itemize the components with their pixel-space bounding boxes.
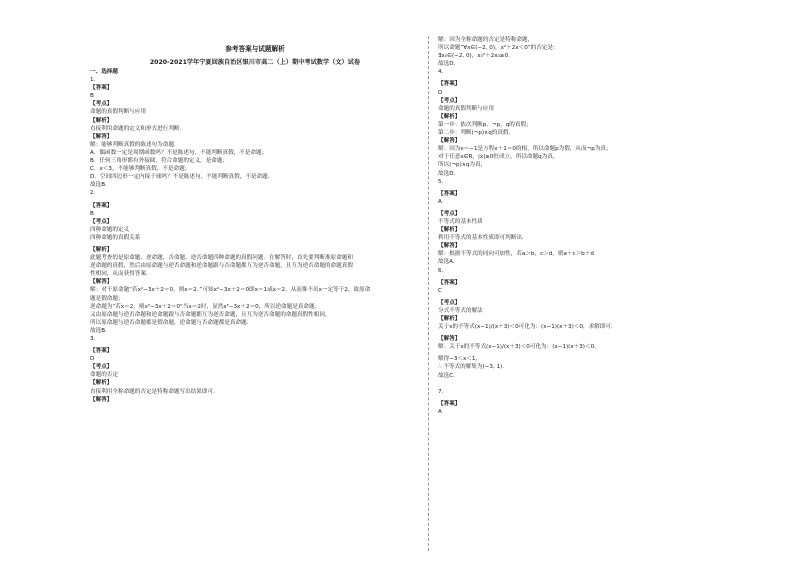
- right-line: [438, 380, 768, 388]
- left-line: 【解析】: [90, 117, 113, 124]
- left-line: B: [90, 210, 94, 217]
- right-line: 所以命题“∀x∈(−2, 0)，x²＋2x＜0”的否定是：: [438, 45, 559, 52]
- right-line: 5.: [438, 178, 444, 185]
- right-line: 【答案】: [438, 190, 461, 197]
- left-line: 2.: [90, 190, 96, 197]
- right-line: 【答案】: [438, 400, 461, 407]
- left-line: 1.: [90, 77, 96, 84]
- left-line: 【答案】: [90, 202, 113, 209]
- right-line: 【答案】: [438, 279, 461, 286]
- left-line: 四种命题的真假关系: [90, 234, 141, 241]
- left-line: 【考点】: [90, 364, 113, 371]
- right-line: 分式不等式的解法: [438, 307, 483, 314]
- left-line: 直接利用全称命题的否定是特称命题写出结果即可.: [90, 388, 215, 395]
- left-line: 性相同，从而获得答案.: [90, 271, 148, 278]
- right-line: C: [438, 287, 442, 294]
- right-line: 【考点】: [438, 97, 461, 104]
- right-line: A: [438, 198, 442, 205]
- right-line: 所以(¬p)∧q为真，: [438, 162, 487, 169]
- right-line: 关于x的不等式(x−1)/(x＋3)＜0可化为：(x−1)(x＋3)＜0，求解即可.: [438, 324, 613, 331]
- left-line: D: [90, 356, 95, 363]
- right-line: 【考点】: [438, 210, 461, 217]
- left-line: B: [90, 93, 94, 100]
- left-line: 题是假命题；: [90, 295, 124, 302]
- right-line: 解：因为全称命题的否定是特称命题，: [438, 37, 534, 43]
- left-line: B．任何三角形都有外接圆，符合命题的定义，是命题；: [90, 158, 229, 165]
- right-content: [438, 36, 768, 416]
- section-heading: 一、选择题: [90, 69, 118, 75]
- right-line: 解：根据不等式的同向可加性，若a＞b，c＞d，则a＋c＞b＋d: [438, 251, 594, 258]
- right-line: 故选D.: [438, 61, 456, 68]
- right-line: 故选C.: [438, 372, 455, 379]
- right-line: 【解答】: [438, 243, 461, 250]
- right-line: 解得−3＜x＜1，: [438, 356, 482, 363]
- left-line: 故选B.: [90, 182, 107, 189]
- left-line: 【解析】: [90, 246, 113, 253]
- right-line: 4.: [438, 69, 444, 76]
- right-line: 【考点】: [438, 299, 461, 306]
- left-line: 【解答】: [90, 279, 113, 286]
- left-column: [90, 36, 420, 404]
- left-line: 故选B.: [90, 327, 107, 334]
- right-line: 解：关于x的不等式(x−1)/(x＋3)＜0可化为：(x−1)(x＋3)＜0，: [438, 344, 600, 351]
- right-line: 【解析】: [438, 316, 461, 322]
- right-line: 6.: [438, 267, 444, 274]
- left-line: 四种命题的定义: [90, 226, 130, 233]
- right-line: 对于任意x∈R，|x|≥0恒成立，所以命题q为真，: [438, 154, 559, 161]
- right-line: 利用不等式的基本性质即可判断出.: [438, 235, 524, 242]
- left-line: 3.: [90, 336, 96, 342]
- right-line: ∃x₀∈(−2, 0)，x₀²＋2x₀≥0.: [438, 53, 510, 60]
- left-line: D．空间四边形一定内接于球吗？不是陈述句，不能判断真假，不是命题.: [90, 174, 270, 181]
- right-line: 故选A.: [438, 259, 455, 266]
- right-line: 【答案】: [438, 81, 461, 88]
- left-line: 所以原命题与逆否命题都是假命题，逆命题与否命题都是真命题.: [90, 319, 249, 326]
- left-line: 逆命题为“若x＝2，则x²−3x＋2＝0”当x＝2时，显然x²−3x＋2＝0，所以逆命题是真命题；: [90, 303, 321, 310]
- right-line: ∴ 不等式的解集为(−3, 1).: [438, 364, 504, 371]
- right-line: 故选D.: [438, 170, 456, 177]
- left-line: 【答案】: [90, 348, 113, 355]
- right-line: 【解答】: [438, 336, 461, 343]
- left-line: 【答案】: [90, 85, 113, 92]
- right-line: 【解析】: [438, 113, 461, 120]
- left-line: 解：能够判断真假的陈述句为命题.: [90, 141, 176, 148]
- left-line: 此题考查的是原命题、逆命题、否命题、逆否命题四种命题的真假问题．在解答时，首先要判断准原命题和: [90, 255, 353, 262]
- right-line: 第二步：判断(¬p)∧q的真假.: [438, 130, 511, 137]
- left-line: 直接利用命题的定义和形式进行判断.: [90, 125, 182, 132]
- left-line: 命题的否定: [90, 372, 118, 379]
- left-line: C．x＜3，不能够判断真假，不是命题；: [90, 166, 191, 173]
- left-line: 【考点】: [90, 218, 113, 225]
- left-line: 逆命题的真假，然后由原命题与逆否命题和逆命题跟与否命题都互为逆否命题，且互为逆否命题的命题真假: [90, 263, 353, 270]
- right-column: [438, 36, 768, 416]
- right-line: D: [438, 89, 443, 96]
- left-content: [90, 76, 420, 404]
- right-line: 【解析】: [438, 227, 461, 234]
- left-line: 解：对于原命题“若x²−3x＋2＝0，则x＝2．”可知x²−3x＋2＝0即x＝1或x＝2，从而推不出x一定等于2，故原命: [90, 287, 371, 294]
- left-line: 【解析】: [90, 380, 113, 387]
- right-line: 不等式的基本性质: [438, 218, 483, 225]
- left-line: 又由原命题与逆否命题和逆命题跟与否命题都互为逆否命题，且互为逆否命题的命题真假性相同，: [90, 311, 331, 318]
- left-line: 【解答】: [90, 396, 113, 403]
- left-line: 【考点】: [90, 101, 113, 108]
- right-line: 解：因为x＝−1是方程x＋1＝0的根，所以命题p为假，从而¬p为真；: [438, 146, 612, 153]
- doc-title: 参考答案与试题解析: [225, 45, 285, 53]
- left-line: 命题的真假判断与应用: [90, 109, 146, 116]
- column-divider: [428, 36, 430, 551]
- left-line: A．偶函数一定是周期函数吗？不是陈述句，不能判断真假，不是命题；: [90, 149, 268, 156]
- right-line: 第一步：依次判断p，¬p，q的真假；: [438, 121, 532, 128]
- right-line: 7.: [438, 388, 444, 395]
- left-line: 【解答】: [90, 133, 113, 140]
- right-line: 命题的真假判断与应用: [438, 105, 494, 112]
- right-line: A: [438, 408, 442, 415]
- right-line: 【解答】: [438, 138, 461, 145]
- doc-subtitle: 2020-2021学年宁夏回族自治区银川市高二（上）期中考试数学（文）试卷: [149, 59, 361, 66]
